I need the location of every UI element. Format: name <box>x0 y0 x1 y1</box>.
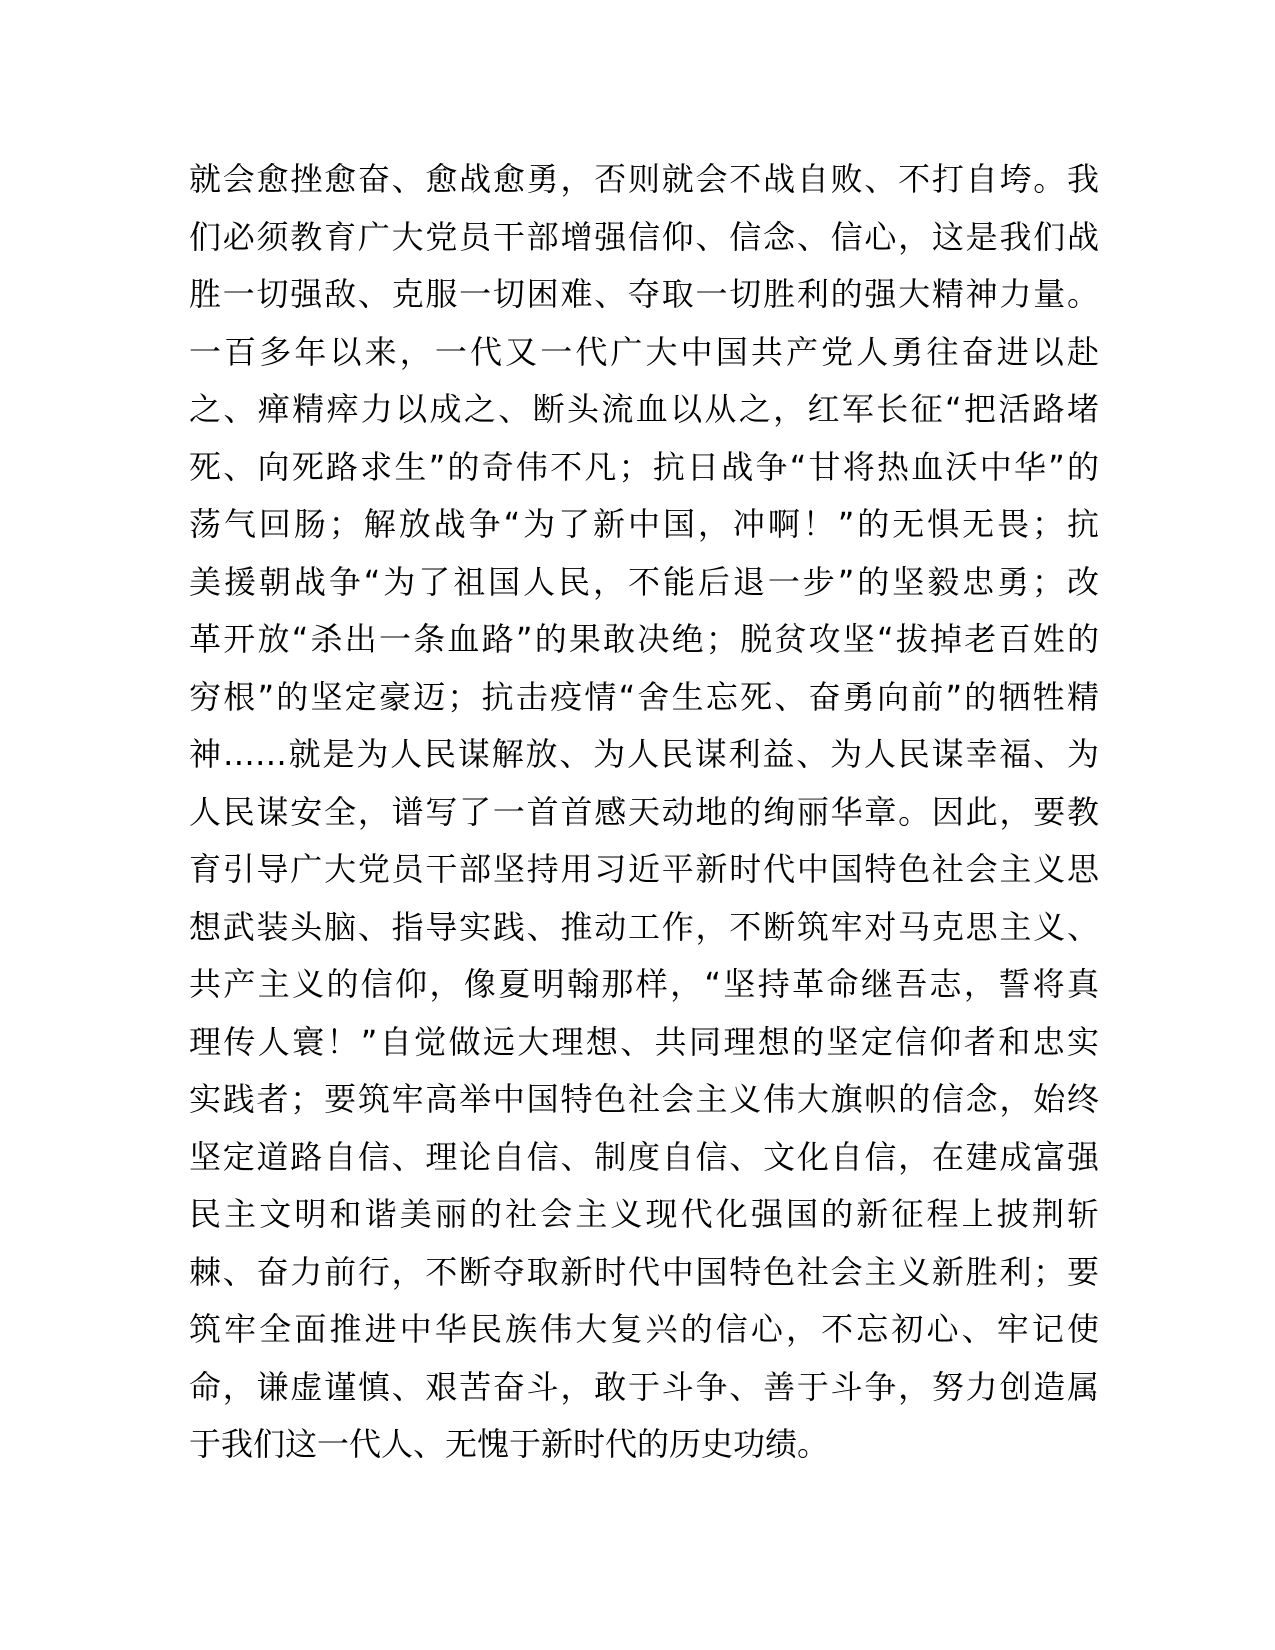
paragraph-line: 一百多年以来，一代又一代广大中国共产党人勇往奋进以赴 <box>189 332 1099 371</box>
paragraph-line: 民主文明和谐美丽的社会主义现代化强国的新征程上披荆斩 <box>189 1195 1099 1233</box>
body-paragraph <box>189 151 1099 1474</box>
paragraph-line: 实践者；要筑牢高举中国特色社会主义伟大旗帜的信念，始终 <box>189 1080 1099 1118</box>
paragraph-line: 死、向死路求生”的奇伟不凡；抗日战争“甘将热血沃中华”的 <box>189 447 1099 486</box>
paragraph-line: 共产主义的信仰，像夏明翰那样，“坚持革命继吾志，誓将真 <box>189 965 1099 1003</box>
paragraph-line: 坚定道路自信、理论自信、制度自信、文化自信，在建成富强 <box>189 1137 1099 1176</box>
paragraph-line: 荡气回肠；解放战争“为了新中国，冲啊！”的无惧无畏；抗 <box>189 505 1099 543</box>
paragraph-line: 就会愈挫愈奋、愈战愈勇，否则就会不战自败、不打自垮。我 <box>189 160 1099 198</box>
paragraph-line: 胜一切强敌、克服一切困难、夺取一切胜利的强大精神力量。 <box>189 275 1099 313</box>
paragraph-line: 棘、奋力前行，不断夺取新时代中国特色社会主义新胜利；要 <box>189 1252 1099 1291</box>
paragraph-line: 之、瘅精瘁力以成之、断头流血以从之，红军长征“把活路堵 <box>189 390 1099 428</box>
paragraph-line: 穷根”的坚定豪迈；抗击疫情“舍生忘死、奋勇向前”的牺牲精 <box>189 677 1099 716</box>
paragraph-line: 人民谋安全，谱写了一首首感天动地的绚丽华章。因此，要教 <box>189 792 1099 831</box>
paragraph-line: 筑牢全面推进中华民族伟大复兴的信心，不忘初心、牢记使 <box>189 1310 1099 1348</box>
paragraph-line: 们必须教育广大党员干部增强信仰、信念、信心，这是我们战 <box>189 217 1099 256</box>
paragraph-line: 美援朝战争“为了祖国人民，不能后退一步”的坚毅忠勇；改 <box>189 562 1099 601</box>
paragraph-line: 育引导广大党员干部坚持用习近平新时代中国特色社会主义思 <box>189 850 1099 888</box>
paragraph-line: 神……就是为人民谋解放、为人民谋利益、为人民谋幸福、为 <box>189 735 1099 773</box>
paragraph-line: 理传人寰！”自觉做远大理想、共同理想的坚定信仰者和忠实 <box>189 1022 1099 1061</box>
paragraph-line: 想武装头脑、指导实践、推动工作，不断筑牢对马克思主义、 <box>189 907 1099 946</box>
paragraph-line-last: 于我们这一代人、无愧于新时代的历史功绩。 <box>189 1425 830 1463</box>
paragraph-line: 革开放“杀出一条血路”的果敢决绝；脱贫攻坚“拔掉老百姓的 <box>189 620 1099 658</box>
paragraph-line: 命，谦虚谨慎、艰苦奋斗，敢于斗争、善于斗争，努力创造属 <box>189 1367 1099 1406</box>
